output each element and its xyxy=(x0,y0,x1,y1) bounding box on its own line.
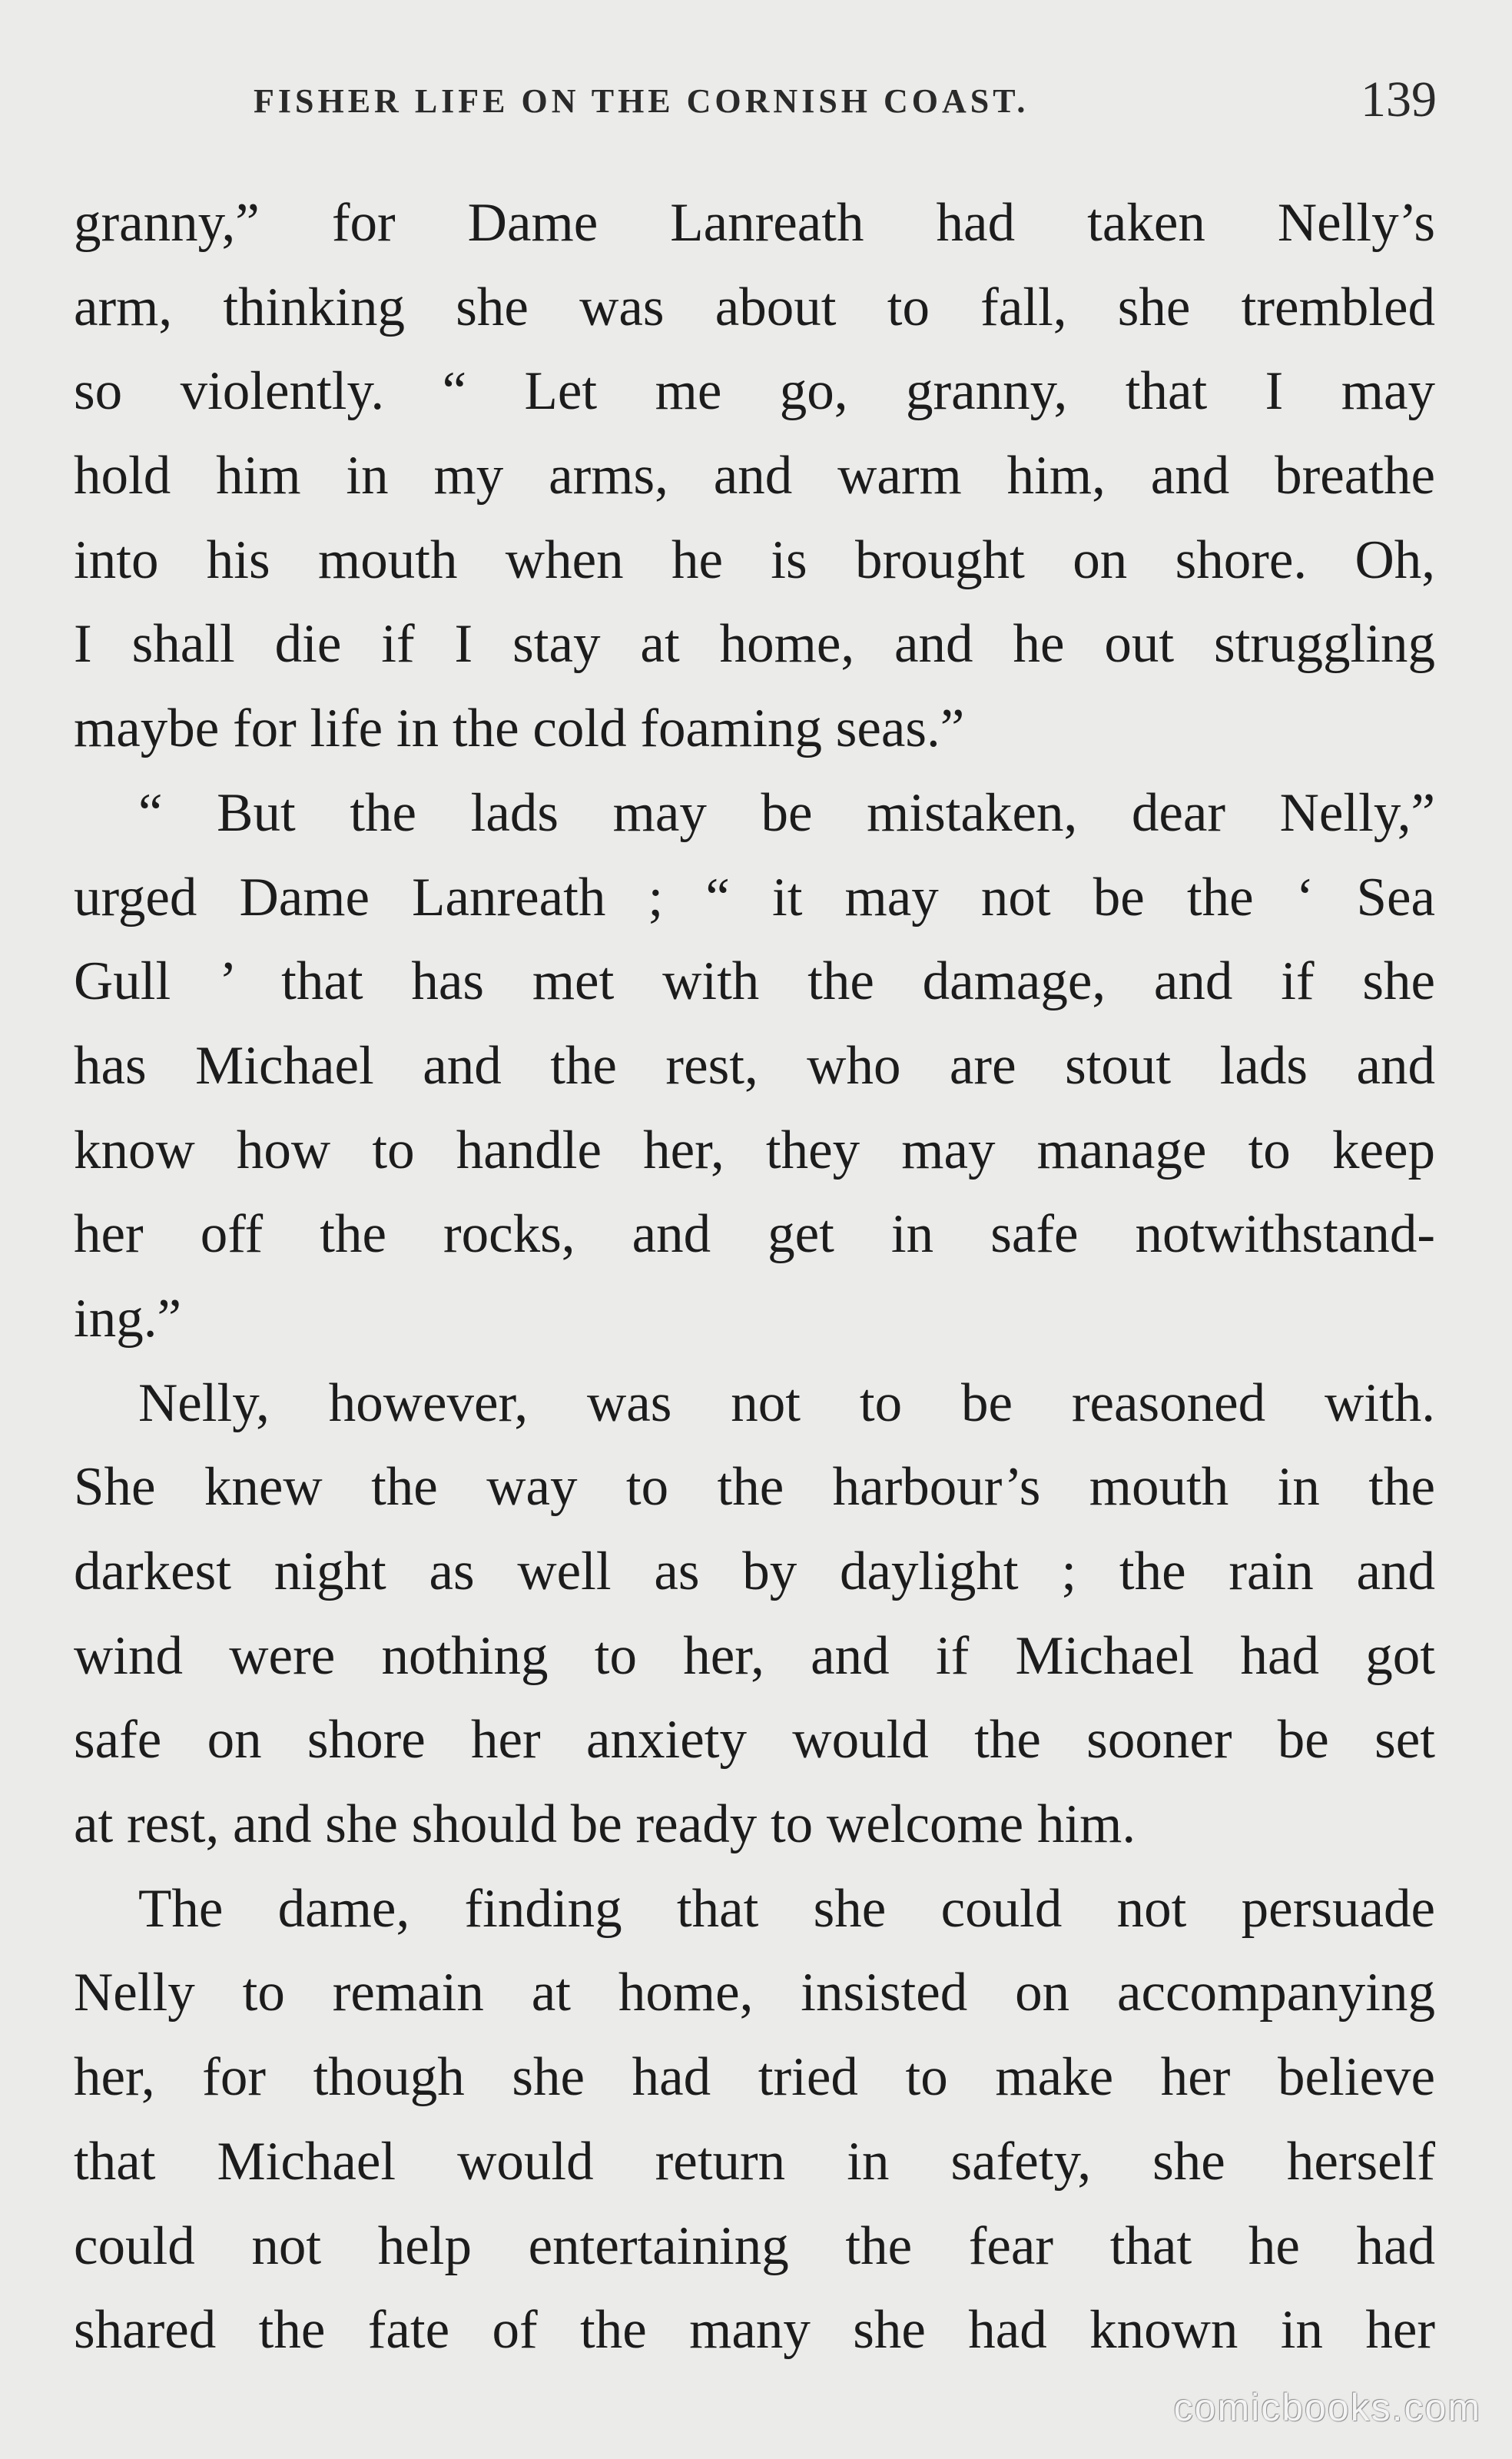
text-line: her off the rocks, and get in safe notwithstand- xyxy=(74,1204,1435,1265)
body-text xyxy=(74,181,1435,2373)
text-line: her, for though she had tried to make her believe xyxy=(74,2047,1435,2108)
text-line: Nelly to remain at home, insisted on accompanying xyxy=(74,1963,1435,2023)
text-line: wind were nothing to her, and if Michael had got xyxy=(74,1625,1435,1686)
page-number: 139 xyxy=(1361,71,1437,128)
text-line: has Michael and the rest, who are stout lads and xyxy=(74,1035,1435,1096)
running-title: FISHER LIFE ON THE CORNISH COAST. xyxy=(254,82,1030,120)
text-line: maybe for life in the cold foaming seas.” xyxy=(74,699,965,759)
text-line: darkest night as well as by daylight ; the rain and xyxy=(74,1541,1435,1601)
watermark: comicbooks.com xyxy=(1173,2386,1481,2429)
text-line: urged Dame Lanreath ; “ it may not be the ‘ Sea xyxy=(74,867,1435,928)
text-line: Nelly, however, was not to be reasoned with. xyxy=(138,1372,1435,1433)
text-line: shared the fate of the many she had known in her xyxy=(74,2300,1435,2361)
text-line: into his mouth when he is brought on shore. Oh, xyxy=(74,529,1435,590)
text-line: The dame, finding that she could not persuade xyxy=(138,1878,1435,1939)
text-line: I shall die if I stay at home, and he out struggling xyxy=(74,614,1435,675)
text-line: granny,” for Dame Lanreath had taken Nelly’s xyxy=(74,193,1435,253)
text-line: could not help entertaining the fear that he had xyxy=(74,2215,1435,2276)
text-line: know how to handle her, they may manage to keep xyxy=(74,1120,1435,1180)
text-line: “ But the lads may be mistaken, dear Nelly,” xyxy=(138,782,1435,843)
text-line: She knew the way to the harbour’s mouth in the xyxy=(74,1457,1435,1518)
text-line: that Michael would return in safety, she herself xyxy=(74,2131,1435,2192)
text-line: safe on shore her anxiety would the sooner be set xyxy=(74,1710,1435,1770)
text-line: Gull ’ that has met with the damage, and if she xyxy=(74,951,1435,1012)
text-line: ing.” xyxy=(74,1288,181,1349)
text-line: hold him in my arms, and warm him, and breathe xyxy=(74,446,1435,506)
text-line: so violently. “ Let me go, granny, that I may xyxy=(74,361,1435,422)
text-line: arm, thinking she was about to fall, she trembled xyxy=(74,277,1435,337)
text-line: at rest, and she should be ready to welcome him. xyxy=(74,1794,1136,1855)
